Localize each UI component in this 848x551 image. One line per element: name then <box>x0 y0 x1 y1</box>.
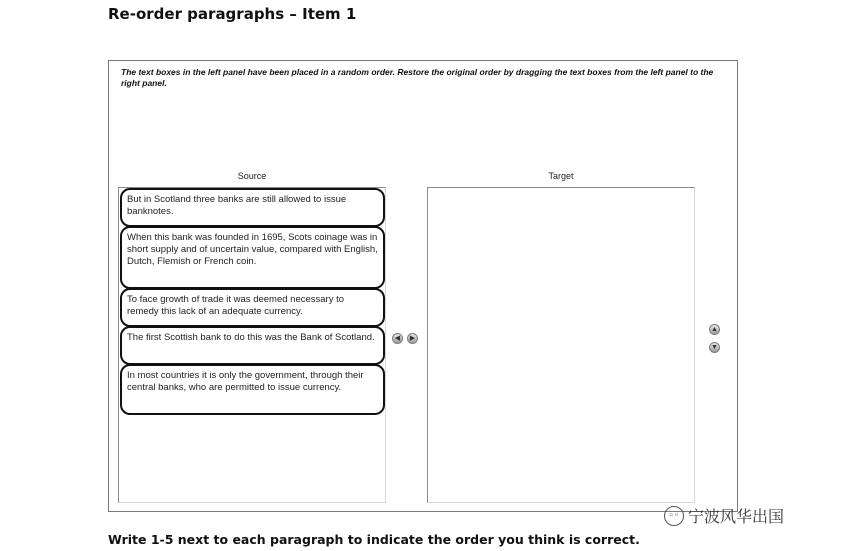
source-panel-label: Source <box>237 171 267 181</box>
footer-instruction: Write 1-5 next to each paragraph to indicate the order you think is correct. <box>108 532 640 547</box>
move-right-button[interactable] <box>407 333 418 344</box>
source-paragraph-box[interactable]: To face growth of trade it was deemed necessary to remedy this lack of an adequate currency. <box>120 288 385 327</box>
move-up-button[interactable] <box>709 324 720 335</box>
task-instructions: The text boxes in the left panel have been placed in a random order. Restore the original order by dragging the text boxes from the left panel to the right panel. <box>121 67 714 88</box>
wechat-icon: ◦◦ <box>664 506 684 526</box>
arrow-left-icon: ◀ <box>394 335 401 342</box>
source-panel[interactable] <box>118 187 386 503</box>
arrow-down-icon: ▼ <box>711 344 718 351</box>
target-panel-label: Target <box>548 171 574 181</box>
move-left-button[interactable] <box>392 333 403 344</box>
target-panel[interactable] <box>427 187 695 503</box>
arrow-up-icon: ▲ <box>711 326 718 333</box>
source-paragraph-box[interactable]: The first Scottish bank to do this was the Bank of Scotland. <box>120 326 385 365</box>
reorder-task-frame <box>108 60 738 512</box>
source-paragraph-box[interactable]: But in Scotland three banks are still allowed to issue banknotes. <box>120 188 385 227</box>
page-title: Re-order paragraphs – Item 1 <box>108 5 357 23</box>
watermark <box>664 504 784 527</box>
source-paragraph-box[interactable]: In most countries it is only the government, through their central banks, who are permitted to issue currency. <box>120 364 385 415</box>
source-paragraph-box[interactable]: When this bank was founded in 1695, Scots coinage was in short supply and of uncertain value, compared with English, Dutch, Flemish or French coin. <box>120 226 385 289</box>
watermark-text: 宁波风华出国 <box>688 507 785 526</box>
move-down-button[interactable] <box>709 342 720 353</box>
arrow-right-icon: ▶ <box>409 335 416 342</box>
